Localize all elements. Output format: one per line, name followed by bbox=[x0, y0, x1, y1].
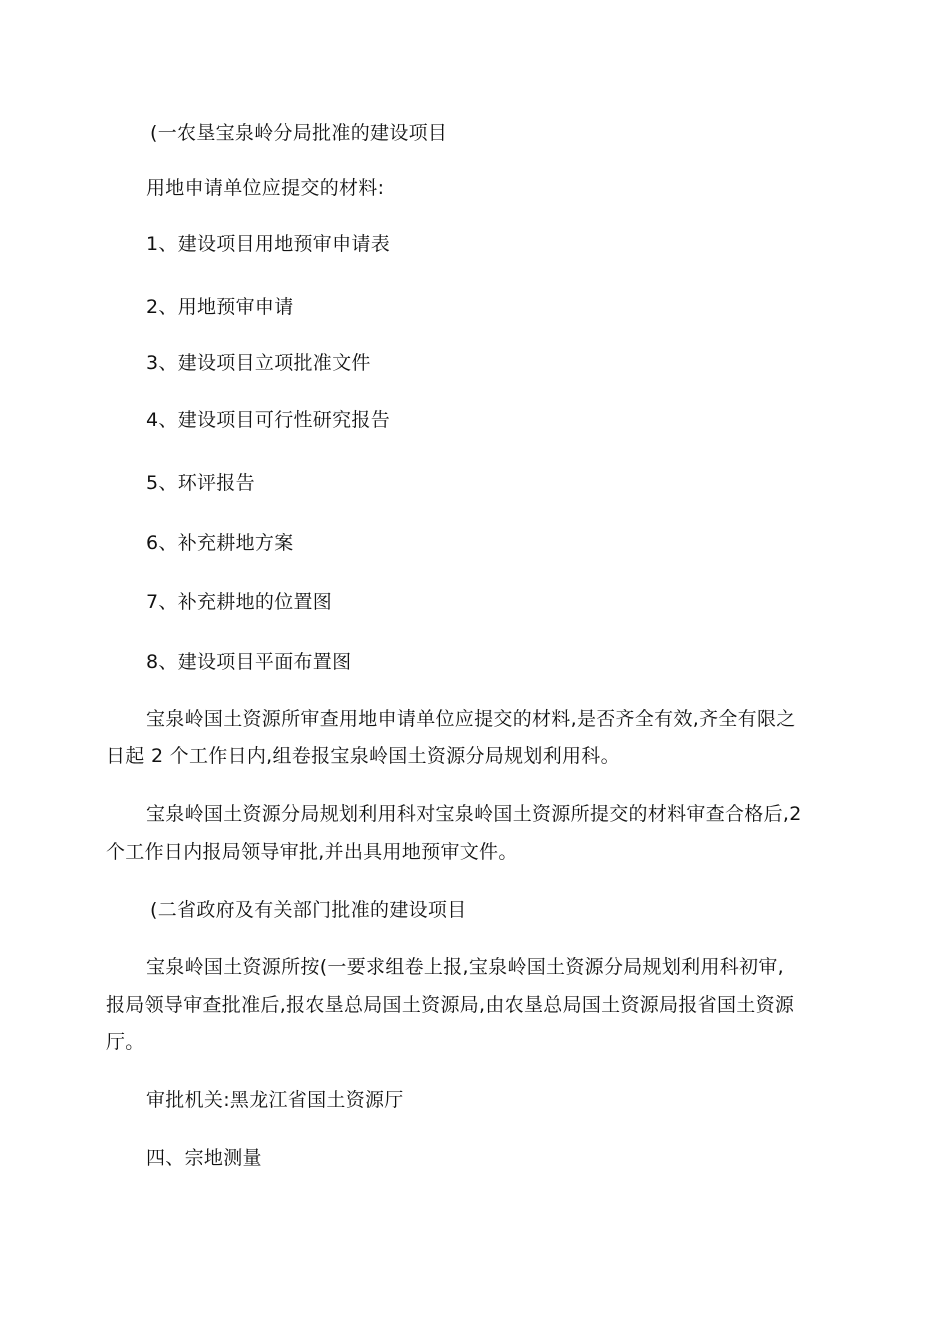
review-paragraph-line-1: 宝泉岭国土资源所审查用地申请单位应提交的材料,是否齐全有效,齐全有限之 bbox=[146, 708, 796, 730]
material-item-4: 4、建设项目可行性研究报告 bbox=[146, 409, 390, 431]
approval-authority: 审批机关:黑龙江省国土资源厅 bbox=[146, 1089, 404, 1111]
approval-paragraph-line-2: 个工作日内报局领导审批,并出具用地预审文件。 bbox=[106, 841, 518, 863]
review-paragraph-line-2: 日起 2 个工作日内,组卷报宝泉岭国土资源分局规划利用科。 bbox=[106, 745, 620, 767]
material-item-1: 1、建设项目用地预审申请表 bbox=[146, 233, 390, 255]
materials-intro: 用地申请单位应提交的材料: bbox=[146, 177, 385, 199]
approval-paragraph-line-1: 宝泉岭国土资源分局规划利用科对宝泉岭国土资源所提交的材料审查合格后,2 bbox=[146, 803, 802, 825]
material-item-3: 3、建设项目立项批准文件 bbox=[146, 352, 371, 374]
material-item-5: 5、环评报告 bbox=[146, 472, 255, 494]
province-paragraph-line-3: 厅。 bbox=[106, 1031, 145, 1053]
section-heading-4: 四、宗地测量 bbox=[146, 1147, 262, 1169]
material-item-8: 8、建设项目平面布置图 bbox=[146, 651, 352, 673]
material-item-6: 6、补充耕地方案 bbox=[146, 532, 294, 554]
material-item-7: 7、补充耕地的位置图 bbox=[146, 591, 333, 613]
section-heading-1: (一农垦宝泉岭分局批准的建设项目 bbox=[150, 122, 448, 144]
material-item-2: 2、用地预审申请 bbox=[146, 296, 294, 318]
province-paragraph-line-1: 宝泉岭国土资源所按(一要求组卷上报,宝泉岭国土资源分局规划利用科初审, bbox=[146, 956, 784, 978]
province-paragraph-line-2: 报局领导审查批准后,报农垦总局国土资源局,由农垦总局国土资源局报省国土资源 bbox=[106, 994, 795, 1016]
section-heading-2: (二省政府及有关部门批准的建设项目 bbox=[150, 899, 467, 921]
